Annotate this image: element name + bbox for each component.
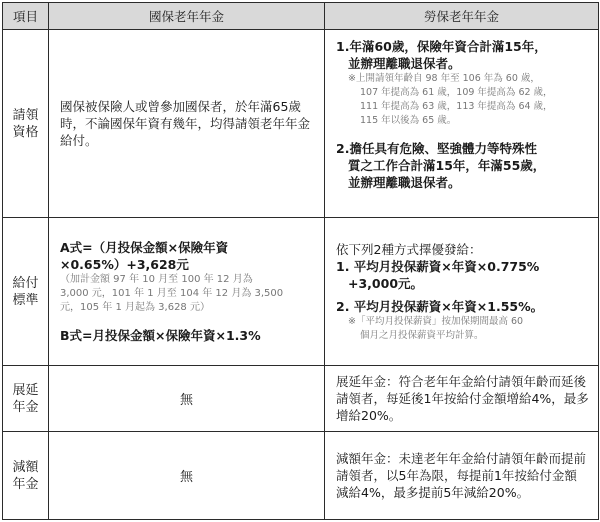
national-eligibility-text: 國保被保險人或曾參加國保者，於年滿65歲時，不論國保年資有幾年，均得請領老年年金給付。 [49,30,325,218]
row-label-reduced [3,432,49,520]
national-benefit-cell [49,218,325,366]
labor-reduced-text: 減額年金：未達老年年金給付請領年齡而提前請領者，以5年為限，每提前1年按給付金額減給4%，最多提前5年減給20%。 [325,432,599,520]
row-label-line: 展延 [12,382,39,398]
formula-a-note: 元，105 年 1 月起為 3,628 元） [60,302,210,313]
row-deferred [3,366,599,432]
formula-a-note: 3,000 元，101 年 1 月至 104 年 12 月為 3,500 [60,288,284,299]
formula-b: B式=月投保金額×保險年資×1.3% [60,328,261,343]
spacer [60,315,315,327]
labor-eligibility-item1: 1.年滿60歲，保險年資合計滿15年， [336,39,547,54]
labor-benefit-note: 個月之月投保薪資平均計算。 [360,329,484,341]
labor-benefit-item1-cont: +3,000元。 [348,275,424,291]
row-label-deferred [3,366,49,432]
formula-a-note: （加計金額 97 年 10 月至 100 年 12 月為 [60,274,253,285]
row-label-line: 年金 [12,476,39,492]
labor-eligibility-item2: 2.擔任具有危險、堅強體力等特殊性 [336,141,537,156]
header-row [3,3,599,30]
row-label-line: 年金 [12,399,39,415]
labor-benefit-intro: 依下列2種方式擇優發給： [336,241,482,257]
pension-comparison-table [2,2,599,520]
row-label-eligibility [3,30,49,218]
national-reduced-text: 無 [49,432,325,520]
row-label-line: 減額 [12,459,39,475]
formula-a: A式=（月投保金額×保險年資 [60,240,229,255]
header-national-pension: 國保老年年金 [49,3,325,30]
row-label-line: 給付 [12,275,39,291]
labor-benefit-note: ※「平均月投保薪資」按加保期間最高 60 [348,315,524,327]
row-reduced [3,432,599,520]
labor-benefit-item2: 2. 平均月投保薪資×年資×1.55%。 [336,298,544,314]
labor-eligibility-item1-cont: 並辦理離職退保者。 [348,56,461,71]
row-label-line: 資格 [12,124,39,140]
header-item: 項目 [3,3,49,30]
row-label-line: 請領 [12,107,39,123]
labor-benefit-cell [325,218,599,366]
labor-eligibility-note: 111 年提高為 63 歲，113 年提高為 64 歲， [360,101,553,112]
labor-benefit-item1: 1. 平均月投保薪資×年資×0.775% [336,258,540,274]
formula-a-cont: ×0.65%）+3,628元 [60,257,189,272]
spacer [336,128,589,140]
labor-eligibility-cell [325,30,599,218]
labor-eligibility-note: 107 年提高為 61 歲，109 年提高為 62 歲， [360,87,553,98]
row-eligibility [3,30,599,218]
national-deferred-text: 無 [49,366,325,432]
row-label-benefit [3,218,49,366]
labor-deferred-text: 展延年金：符合老年年金給付請領年齡而延後請領者，每延後1年按給付金額增給4%，最多增給20%。 [325,366,599,432]
labor-eligibility-item2-cont: 質之工作合計滿15年，年滿55歲， [348,158,546,173]
labor-eligibility-item2-cont: 並辦理離職退保者。 [348,175,461,190]
row-benefit [3,218,599,366]
row-label-line: 標準 [12,292,39,308]
labor-eligibility-note: 115 年以後為 65 歲。 [360,115,457,126]
header-labor-pension: 勞保老年年金 [325,3,599,30]
labor-eligibility-note: ※上開請領年齡自 98 年至 106 年為 60 歲， [348,73,540,84]
